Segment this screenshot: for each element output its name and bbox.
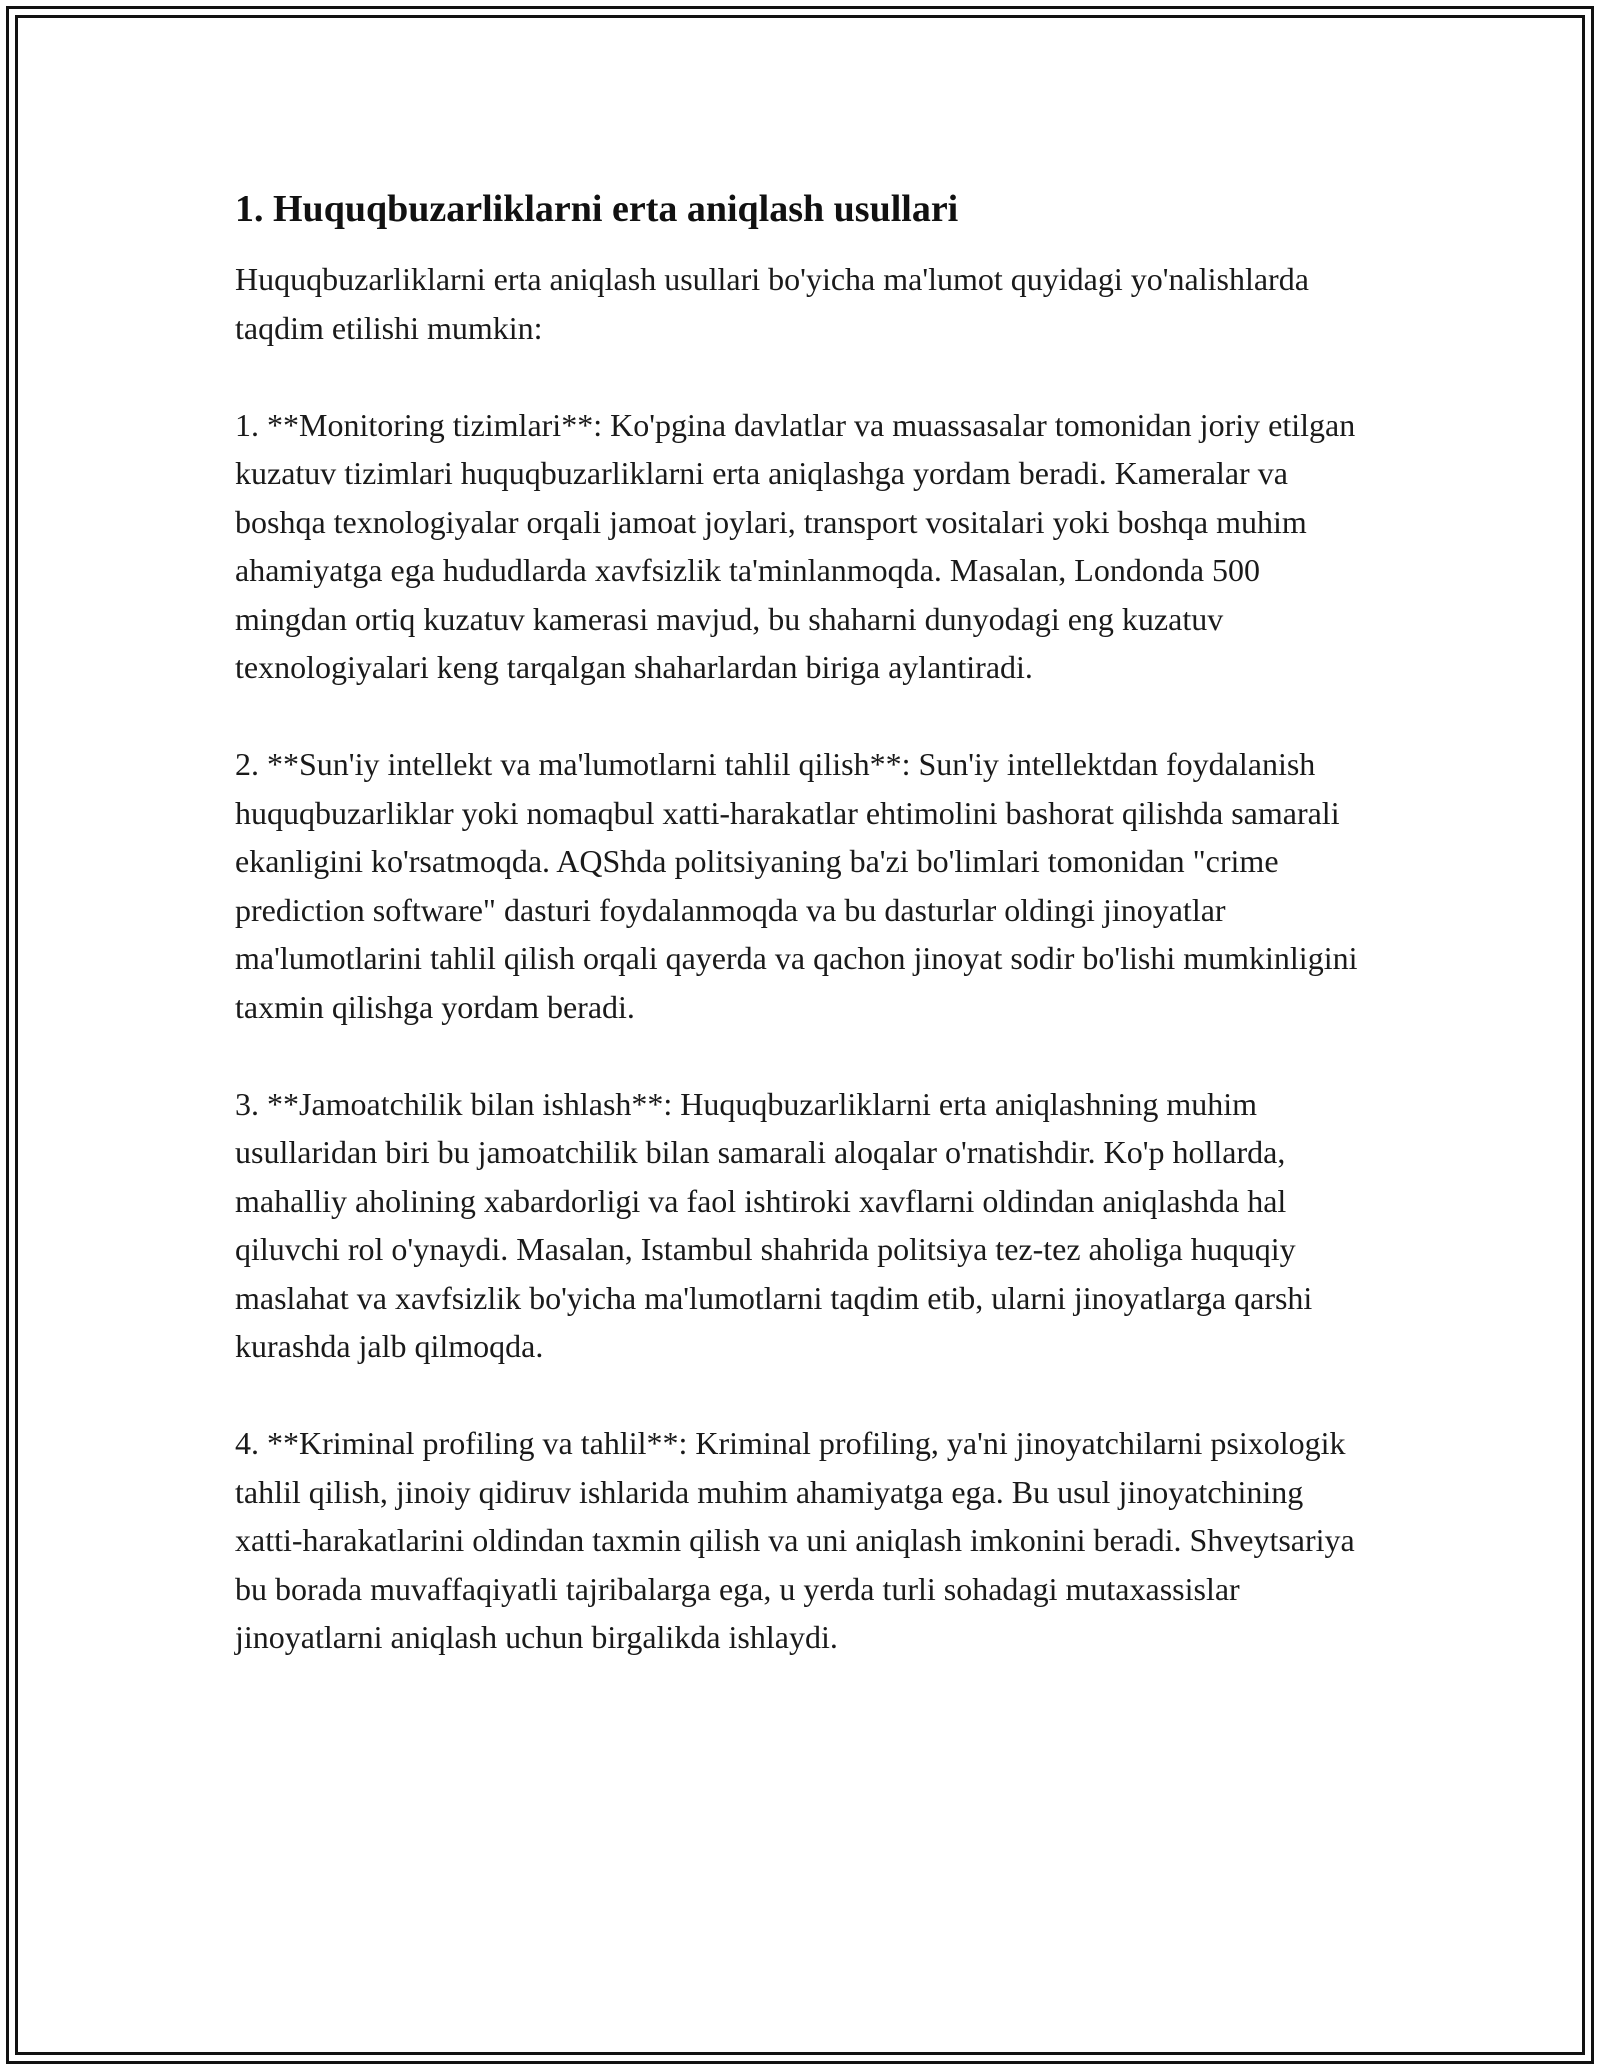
paragraph-monitoring-systems: 1. **Monitoring tizimlari**: Ko'pgina davlatlar va muassasalar tomonidan joriy etilgan kuzatuv tizimlari huquqbuzarliklarni erta aniqlashga yordam beradi. Kameralar va boshqa texnologiyalar orqali jamoat joylari, transport vositalari yoki boshqa muhim ahamiyatga ega hududlarda xavfsizlik ta'minlanmoqda. Masalan, Londonda 500 mingdan ortiq kuzatuv kamerasi mavjud, bu shaharni dunyodagi eng kuzatuv texnologiyalari keng tarqalgan shaharlardan biriga aylantiradi. [235,406,1356,685]
paragraph-community-work: 3. **Jamoatchilik bilan ishlash**: Huquqbuzarliklarni erta aniqlashning muhim usullaridan biri bu jamoatchilik bilan samarali aloqalar o'rnatishdir. Ko'p hollarda, mahalliy aholining xabardorligi va faol ishtiroki xavflarni oldindan aniqlashda hal qiluvchi rol o'ynaydi. Masalan, Istambul shahrida politsiya tez-tez aholiga huquqiy maslahat va xavfsizlik bo'yicha ma'lumotlarni taqdim etib, ularni jinoyatlarga qarshi kurashda jalb qilmoqda. [235,1085,1313,1364]
document-body [235,185,1375,1710]
paragraph-criminal-profiling: 4. **Kriminal profiling va tahlil**: Kriminal profiling, ya'ni jinoyatchilarni psixologik tahlil qilish, jinoiy qidiruv ishlarida muhim ahamiyatga ega. Bu usul jinoyatchining xatti-harakatlarini oldindan taxmin qilish va uni aniqlash imkonini beradi. Shveytsariya bu borada muvaffaqiyatli tajribalarga ega, u yerda turli sohadagi mutaxassislar jinoyatlarni aniqlash uchun birgalikda ishlaydi. [235,1425,1355,1655]
section-heading: 1. Huquqbuzarliklarni erta aniqlash usullari [235,188,959,230]
paragraph-ai-data-analysis: 2. **Sun'iy intellekt va ma'lumotlarni tahlil qilish**: Sun'iy intellektdan foydalanish huquqbuzarliklar yoki nomaqbul xatti-harakatlar ehtimolini bashorat qilishda samarali ekanligini ko'rsatmoqda. AQShda politsiyaning ba'zi bo'limlari tomonidan "crime prediction software" dasturi foydalanmoqda va bu dasturlar oldingi jinoyatlar ma'lumotlarini tahlil qilish orqali qayerda va qachon jinoyat sodir bo'lishi mumkinligini taxmin qilishga yordam beradi. [235,746,1358,1025]
intro-paragraph: Huquqbuzarliklarni erta aniqlash usullari bo'yicha ma'lumot quyidagi yo'nalishlarda taqdim etilishi mumkin: [235,261,1309,346]
